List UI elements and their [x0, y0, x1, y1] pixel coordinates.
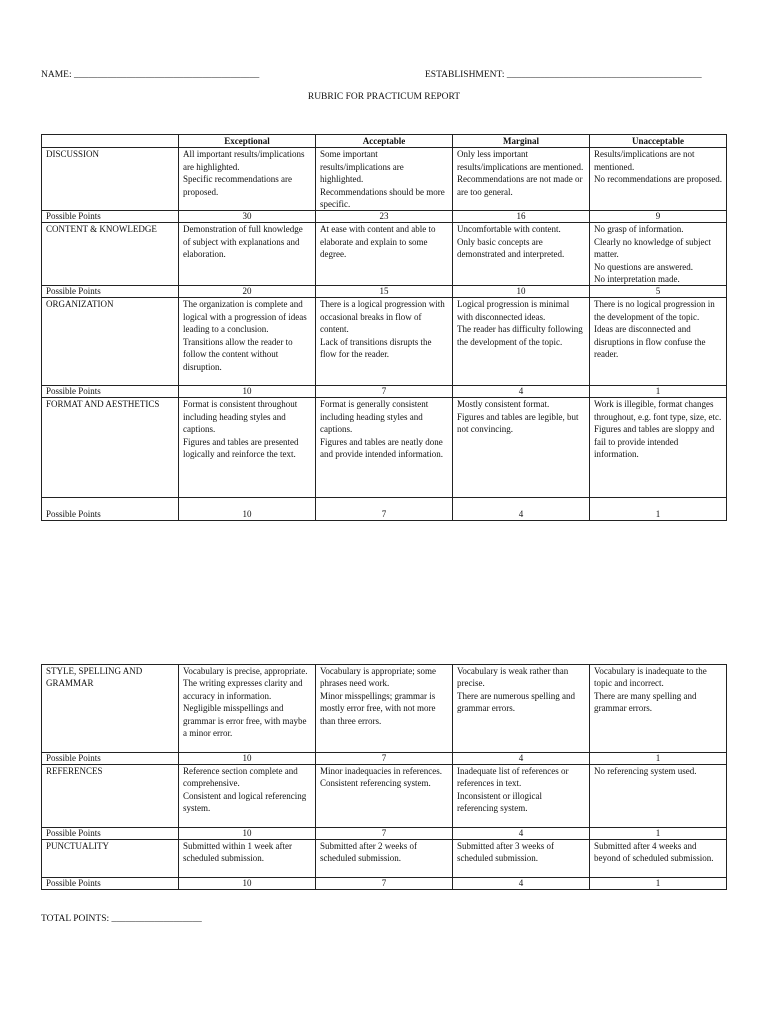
page-title: RUBRIC FOR PRACTICUM REPORT: [307, 92, 461, 102]
points-value: 4: [453, 753, 590, 765]
description-cell: Reference section complete and comprehensive. Consistent and logical referencing system.: [179, 765, 316, 828]
possible-points-row: [42, 828, 727, 840]
possible-points-label: Possible Points: [42, 211, 179, 223]
possible-points-row: [42, 498, 727, 521]
points-value: 10: [179, 828, 316, 840]
criterion-row: [42, 765, 727, 828]
points-value: 1: [590, 753, 727, 765]
points-value: 30: [179, 211, 316, 223]
description-cell: Inadequate list of references or references in text. Inconsistent or illogical referencing system.: [453, 765, 590, 828]
description-cell: Demonstration of full knowledge of subject with explanations and elaboration.: [179, 223, 316, 286]
possible-points-row: [42, 286, 727, 298]
possible-points-row: [42, 386, 727, 398]
points-value: 10: [179, 753, 316, 765]
possible-points-row: [42, 211, 727, 223]
points-value: 1: [590, 386, 727, 398]
column-header: Acceptable: [316, 135, 453, 148]
description-cell: Vocabulary is appropriate; some phrases need work. Minor misspellings; grammar is mostly error free, with not more than three errors.: [316, 665, 453, 753]
points-value: 4: [453, 498, 590, 521]
points-value: 7: [316, 498, 453, 521]
header-blank: [42, 135, 179, 148]
description-cell: No referencing system used.: [590, 765, 727, 828]
points-value: 15: [316, 286, 453, 298]
establishment-field-label: ESTABLISHMENT: _________________________________________: [425, 70, 702, 80]
points-value: 7: [316, 386, 453, 398]
name-field-label: NAME: _______________________________________: [41, 70, 260, 80]
total-points-label: TOTAL POINTS: ___________________: [41, 914, 202, 924]
description-cell: No grasp of information. Clearly no knowledge of subject matter. No questions are answered. No interpretation made.: [590, 223, 727, 286]
points-value: 7: [316, 753, 453, 765]
criterion-row: [42, 665, 727, 753]
criterion-row: [42, 298, 727, 386]
rubric-table-2: [41, 664, 727, 890]
points-value: 20: [179, 286, 316, 298]
criterion-row: [42, 398, 727, 498]
description-cell: Submitted within 1 week after scheduled submission.: [179, 840, 316, 878]
points-value: 1: [590, 828, 727, 840]
description-cell: Work is illegible, format changes throughout, e.g. font type, size, etc. Figures and tables are sloppy and fail to provide intended information.: [590, 398, 727, 498]
criterion-row: [42, 840, 727, 878]
points-value: 4: [453, 878, 590, 890]
points-value: 23: [316, 211, 453, 223]
description-cell: Uncomfortable with content. Only basic concepts are demonstrated and interpreted.: [453, 223, 590, 286]
points-value: 10: [179, 878, 316, 890]
points-value: 10: [179, 498, 316, 521]
description-cell: Results/implications are not mentioned. No recommendations are proposed.: [590, 148, 727, 211]
possible-points-label: Possible Points: [42, 828, 179, 840]
possible-points-label: Possible Points: [42, 753, 179, 765]
possible-points-row: [42, 878, 727, 890]
points-value: 5: [590, 286, 727, 298]
points-value: 7: [316, 878, 453, 890]
points-value: 4: [453, 828, 590, 840]
points-value: 9: [590, 211, 727, 223]
points-value: 10: [453, 286, 590, 298]
description-cell: Logical progression is minimal with disconnected ideas. The reader has difficulty following the development of the topic.: [453, 298, 590, 386]
description-cell: Submitted after 4 weeks and beyond of scheduled submission.: [590, 840, 727, 878]
possible-points-label: Possible Points: [42, 498, 179, 521]
description-cell: Vocabulary is precise, appropriate. The writing expresses clarity and accuracy in information. Negligible misspellings and grammar is error free, with maybe a minor error.: [179, 665, 316, 753]
points-value: 1: [590, 878, 727, 890]
description-cell: Some important results/implications are highlighted. Recommendations should be more specific.: [316, 148, 453, 211]
points-value: 16: [453, 211, 590, 223]
points-value: 1: [590, 498, 727, 521]
possible-points-label: Possible Points: [42, 878, 179, 890]
possible-points-row: [42, 753, 727, 765]
description-cell: The organization is complete and logical with a progression of ideas leading to a conclusion. Transitions allow the reader to follow the content without disruption.: [179, 298, 316, 386]
criterion-label: ORGANIZATION: [42, 298, 179, 386]
criterion-label: PUNCTUALITY: [42, 840, 179, 878]
criterion-label: DISCUSSION: [42, 148, 179, 211]
description-cell: There is a logical progression with occasional breaks in flow of content. Lack of transitions disrupts the flow for the reader.: [316, 298, 453, 386]
description-cell: Minor inadequacies in references. Consistent referencing system.: [316, 765, 453, 828]
description-cell: At ease with content and able to elaborate and explain to some degree.: [316, 223, 453, 286]
description-cell: Mostly consistent format. Figures and tables are legible, but not convincing.: [453, 398, 590, 498]
description-cell: Submitted after 2 weeks of scheduled submission.: [316, 840, 453, 878]
criterion-row: [42, 223, 727, 286]
rubric-table-1: [41, 134, 727, 521]
header-row: [42, 135, 727, 148]
criterion-label: CONTENT & KNOWLEDGE: [42, 223, 179, 286]
column-header: Marginal: [453, 135, 590, 148]
possible-points-label: Possible Points: [42, 386, 179, 398]
possible-points-label: Possible Points: [42, 286, 179, 298]
criterion-label: REFERENCES: [42, 765, 179, 828]
column-header: Exceptional: [179, 135, 316, 148]
description-cell: Format is generally consistent including heading styles and captions. Figures and tables are neatly done and provide intended information.: [316, 398, 453, 498]
description-cell: There is no logical progression in the development of the topic. Ideas are disconnected and disruptions in flow confuse the reader.: [590, 298, 727, 386]
points-value: 7: [316, 828, 453, 840]
description-cell: All important results/implications are highlighted. Specific recommendations are proposed.: [179, 148, 316, 211]
description-cell: Only less important results/implications are mentioned. Recommendations are not made or are too general.: [453, 148, 590, 211]
column-header: Unacceptable: [590, 135, 727, 148]
description-cell: Submitted after 3 weeks of scheduled submission.: [453, 840, 590, 878]
description-cell: Vocabulary is weak rather than precise. There are numerous spelling and grammar errors.: [453, 665, 590, 753]
description-cell: Vocabulary is inadequate to the topic and incorrect. There are many spelling and grammar errors.: [590, 665, 727, 753]
points-value: 10: [179, 386, 316, 398]
description-cell: Format is consistent throughout including heading styles and captions. Figures and tables are presented logically and reinforce the text.: [179, 398, 316, 498]
criterion-row: [42, 148, 727, 211]
points-value: 4: [453, 386, 590, 398]
criterion-label: STYLE, SPELLING AND GRAMMAR: [42, 665, 179, 753]
criterion-label: FORMAT AND AESTHETICS: [42, 398, 179, 498]
